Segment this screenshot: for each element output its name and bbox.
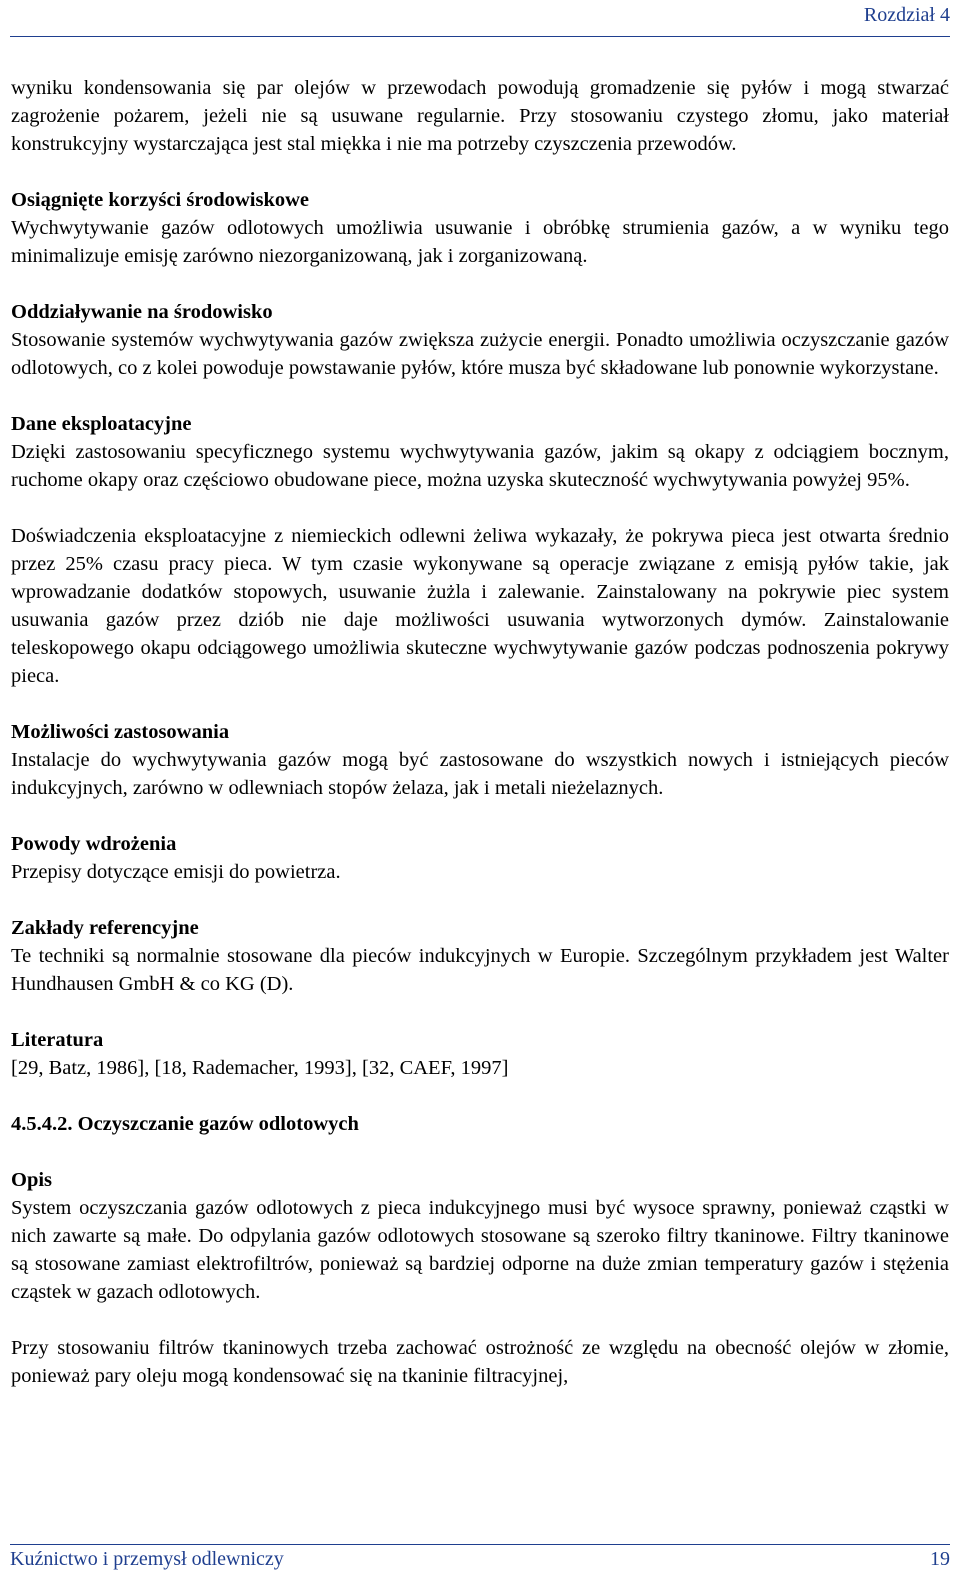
applicability-paragraph: Instalacje do wychwytywania gazów mogą być zastosowane do wszystkich nowych i istniejących pieców indukcyjnych, zarówno w odlewniach stopów żelaza, jak i metali nieżelaznych. [11, 749, 949, 799]
page-header [10, 0, 950, 37]
operational-paragraph-1: Dzięki zastosowaniu specyficznego systemu wychwytywania gazów, jakim są okapy z odciągiem bocznym, ruchome okapy oraz częściowo obudowane piece, można uzyska skuteczność wychwytywania powyżej 95%. [11, 441, 949, 491]
applicability-heading: Możliwości zastosowania [11, 721, 230, 743]
impact-paragraph: Stosowanie systemów wychwytywania gazów zwiększa zużycie energii. Ponadto umożliwia oczyszczanie gazów odlotowych, co z kolei powoduje powstawanie pyłów, które musza być składowane lub ponownie wykorzystane. [11, 329, 949, 379]
benefits-heading: Osiągnięte korzyści środowiskowe [11, 189, 310, 211]
reasons-paragraph: Przepisy dotyczące emisji do powietrza. [11, 861, 341, 883]
reference-heading: Zakłady referencyjne [11, 917, 199, 939]
operational-heading: Dane eksploatacyjne [11, 413, 192, 435]
literature-paragraph: [29, Batz, 1986], [18, Rademacher, 1993], [32, CAEF, 1997] [11, 1057, 509, 1079]
description-paragraph-2: Przy stosowaniu filtrów tkaninowych trzeba zachować ostrożność ze względu na obecność olejów w złomie, ponieważ pary oleju mogą kondensować się na tkaninie filtracyjnej, [11, 1337, 949, 1387]
description-heading: Opis [11, 1169, 53, 1191]
page-footer [10, 1544, 950, 1581]
footer-page-number: 19 [930, 1548, 950, 1570]
impact-heading: Oddziaływanie na środowisko [11, 301, 273, 323]
header-chapter-label: Rozdział 4 [863, 4, 950, 26]
benefits-paragraph: Wychwytywanie gazów odlotowych umożliwia usuwanie i obróbkę strumienia gazów, a w wyniku tego minimalizuje emisję zarówno niezorganizowaną, jak i zorganizowaną. [11, 217, 949, 267]
section-heading: 4.5.4.2. Oczyszczanie gazów odlotowych [11, 1113, 359, 1135]
reference-paragraph: Te techniki są normalnie stosowane dla pieców indukcyjnych w Europie. Szczególnym przykładem jest Walter Hundhausen GmbH & co KG (D). [11, 945, 949, 995]
operational-paragraph-2: Doświadczenia eksploatacyjne z niemieckich odlewni żeliwa wykazały, że pokrywa pieca jest otwarta średnio przez 25% czasu pracy pieca. W tym czasie wykonywane są operacje związane z emisją pyłów takie, jak wprowadzanie dodatków stopowych, usuwanie żużla i zalewanie. Zainstalowany na pokrywie piec system usuwania gazów przez dziób nie daje możliwości usuwania wytworzonych dymów. Zainstalowanie teleskopowego okapu odciągowego umożliwia skuteczne wychwytywanie gazów podczas podnoszenia pokrywy pieca. [11, 525, 949, 687]
intro-paragraph: wyniku kondensowania się par olejów w przewodach powodują gromadzenie się pyłów i mogą stwarzać zagrożenie pożarem, jeżeli nie są usuwane regularnie. Przy stosowaniu czystego złomu, jako materiał konstrukcyjny wystarczająca jest stal miękka i nie ma potrzeby czyszczenia przewodów. [11, 77, 949, 155]
literature-heading: Literatura [11, 1029, 104, 1051]
reasons-heading: Powody wdrożenia [11, 833, 177, 855]
description-paragraph-1: System oczyszczania gazów odlotowych z pieca indukcyjnego musi być wysoce sprawny, ponieważ cząstki w nich zawarte są małe. Do odpylania gazów odlotowych stosowane są szeroko filtry tkaninowe. Filtry tkaninowe są stosowane zamiast elektrofiltrów, ponieważ są bardziej odporne na duże zmian temperatury gazów i stężenia cząstek w gazach odlotowych. [11, 1197, 949, 1303]
footer-title: Kuźnictwo i przemysł odlewniczy [10, 1548, 284, 1570]
document-body [11, 74, 949, 1390]
